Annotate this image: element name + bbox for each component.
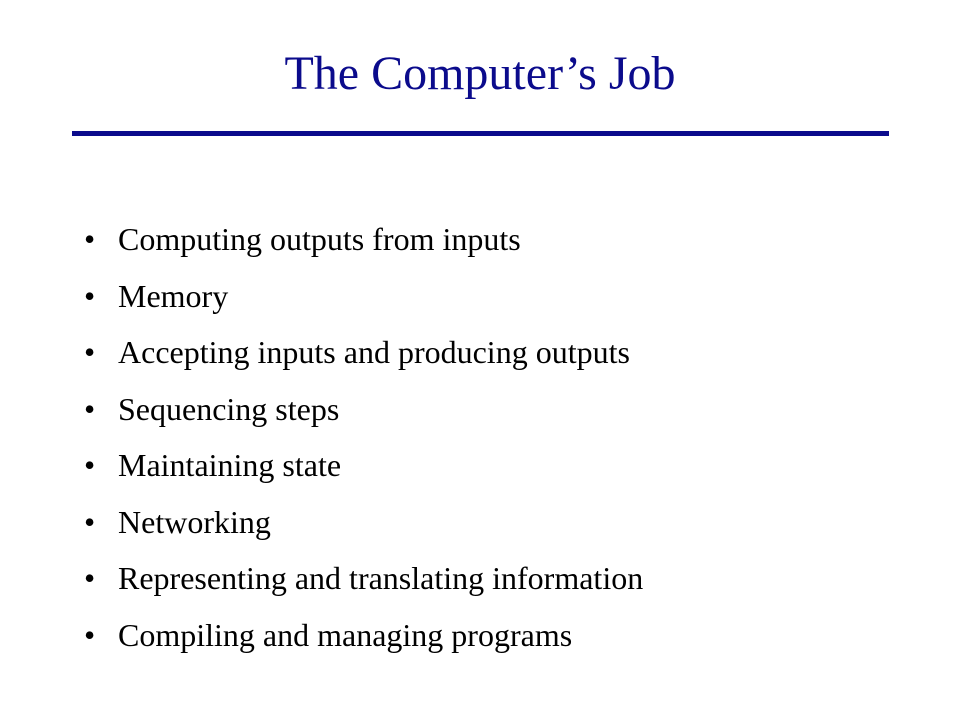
bullet-text: Memory [118, 277, 229, 314]
bullet-icon: • [84, 560, 96, 596]
bullet-icon: • [84, 221, 96, 257]
bullet-icon: • [84, 277, 96, 314]
bullet-icon: • [84, 616, 96, 653]
bullet-text: Sequencing steps [118, 390, 340, 427]
bullet-item [84, 553, 904, 610]
bullet-text: Accepting inputs and producing outputs [118, 334, 630, 370]
bullet-list [84, 214, 904, 666]
bullet-item [84, 384, 904, 441]
bullet-item [84, 497, 904, 554]
bullet-icon: • [84, 447, 96, 483]
bullet-item [84, 214, 904, 271]
bullet-item [84, 327, 904, 384]
bullet-icon: • [84, 503, 96, 540]
bullet-text: Networking [118, 503, 271, 540]
bullet-text: Maintaining state [118, 447, 342, 483]
bullet-text: Compiling and managing programs [118, 616, 573, 653]
bullet-icon: • [84, 334, 96, 370]
bullet-item [84, 610, 904, 667]
bullet-item [84, 271, 904, 328]
bullet-item [84, 440, 904, 497]
title-underline-rule [72, 131, 889, 136]
slide-title: The Computer’s Job [284, 47, 676, 100]
bullet-text: Computing outputs from inputs [118, 221, 521, 257]
bullet-text: Representing and translating information [118, 560, 644, 596]
bullet-icon: • [84, 390, 96, 427]
